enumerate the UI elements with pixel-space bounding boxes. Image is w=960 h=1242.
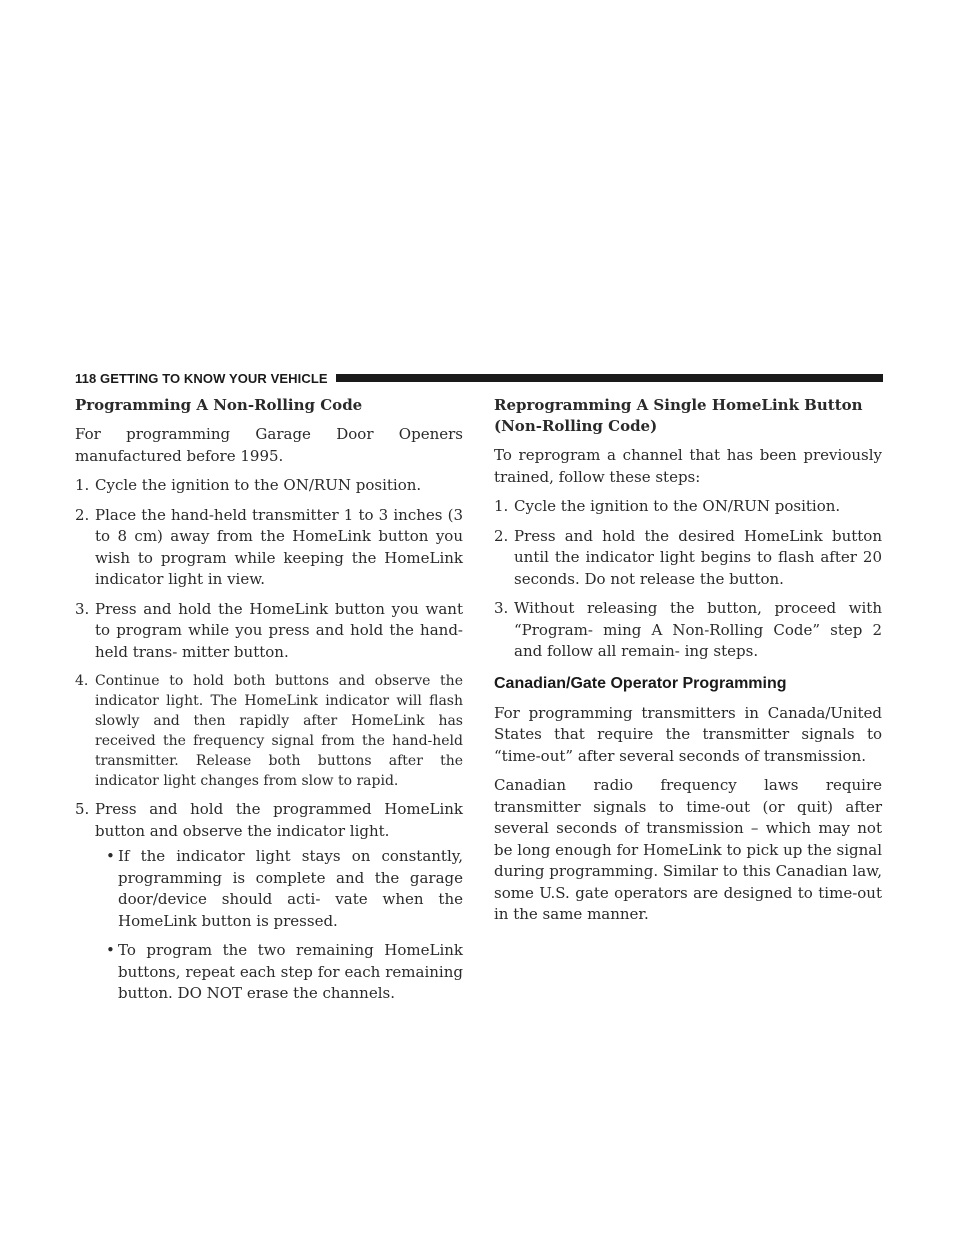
reprogram-heading bbox=[494, 395, 882, 437]
canadian-para-1: For programming transmitters in Canada/United States that require the transmitter signals to “time-out” after several seconds of transmission. bbox=[494, 703, 882, 765]
canadian-para-2: Canadian radio frequency laws require transmitter signals to time-out (or quit) after several seconds of transmission – which may not be long enough for HomeLink to pick up the signal during programming. Similar to this Canadian law, some U.S. gate operators are designed to time-out in the same manner. bbox=[494, 776, 882, 923]
page-number: 118 bbox=[75, 370, 97, 386]
step-item bbox=[494, 598, 882, 663]
step-item bbox=[494, 496, 882, 518]
step-number: 2. bbox=[494, 526, 509, 545]
step-number: 1. bbox=[494, 497, 509, 515]
step-text: Continue to hold both buttons and observe the indicator light. The HomeLink indicator will flash slowly and then rapidly after HomeLink has received the frequency signal from the hand-held transmitter. Release both buttons after the indicator light changes from slow to rapid. bbox=[95, 673, 463, 789]
step-text: Without releasing the button, proceed with “Program- ming A Non-Rolling Code” step 2 and follow all remain- ing steps. bbox=[514, 599, 882, 660]
step-item bbox=[75, 505, 463, 591]
section-title: GETTING TO KNOW YOUR VEHICLE bbox=[100, 370, 328, 386]
step-number: 5. bbox=[75, 800, 90, 818]
non-rolling-intro: For programming Garage Door Openers manufactured before 1995. bbox=[75, 425, 463, 465]
page-header bbox=[75, 370, 883, 386]
non-rolling-code-heading: Programming A Non-Rolling Code bbox=[75, 396, 363, 414]
step-text: Press and hold the HomeLink button you want to program while you press and hold the hand-held trans- mitter button. bbox=[95, 599, 463, 661]
header-rule bbox=[336, 374, 883, 382]
step-item bbox=[75, 475, 463, 497]
step-number: 3. bbox=[75, 599, 90, 618]
left-column bbox=[75, 395, 463, 1005]
step-text: Press and hold the programmed HomeLink button and observe the indicator light. bbox=[95, 800, 463, 840]
step-item bbox=[75, 671, 463, 791]
reprogram-heading-line2: (Non-Rolling Code) bbox=[494, 417, 658, 435]
step-item bbox=[75, 599, 463, 664]
canadian-gate-heading: Canadian/Gate Operator Programming bbox=[494, 674, 787, 692]
non-rolling-steps bbox=[75, 475, 463, 1005]
step-text: Press and hold the desired HomeLink button until the indicator light begins to flash after 20 seconds. Do not release the button. bbox=[514, 526, 882, 588]
right-column bbox=[494, 395, 882, 926]
bullet-dot: • bbox=[106, 847, 115, 865]
step-text: Cycle the ignition to the ON/RUN position. bbox=[95, 476, 422, 494]
reprogram-intro: To reprogram a channel that has been previously trained, follow these steps: bbox=[494, 446, 882, 486]
step-number: 4. bbox=[75, 673, 89, 689]
bullet-item bbox=[106, 846, 463, 932]
step-number: 3. bbox=[494, 599, 509, 617]
step-5-bullets bbox=[95, 846, 463, 1005]
step-text: Place the hand-held transmitter 1 to 3 inches (3 to 8 cm) away from the HomeLink button you wish to program while keeping the HomeLink indicator light in view. bbox=[95, 505, 463, 588]
bullet-dot: • bbox=[106, 941, 115, 959]
bullet-text: If the indicator light stays on constantly, programming is complete and the garage door/device should acti- vate when the HomeLink button is pressed. bbox=[118, 847, 463, 930]
reprogram-steps bbox=[494, 496, 882, 663]
step-item bbox=[494, 526, 882, 591]
step-item bbox=[75, 799, 463, 1005]
bullet-item bbox=[106, 940, 463, 1005]
bullet-text: To program the two remaining HomeLink buttons, repeat each step for each remaining button. DO NOT erase the channels. bbox=[118, 941, 463, 1002]
reprogram-heading-line1: Reprogramming A Single HomeLink Button bbox=[494, 396, 863, 414]
step-number: 1. bbox=[75, 476, 90, 494]
page-header-text bbox=[75, 371, 328, 386]
step-text: Cycle the ignition to the ON/RUN position. bbox=[514, 497, 841, 515]
step-number: 2. bbox=[75, 505, 90, 524]
